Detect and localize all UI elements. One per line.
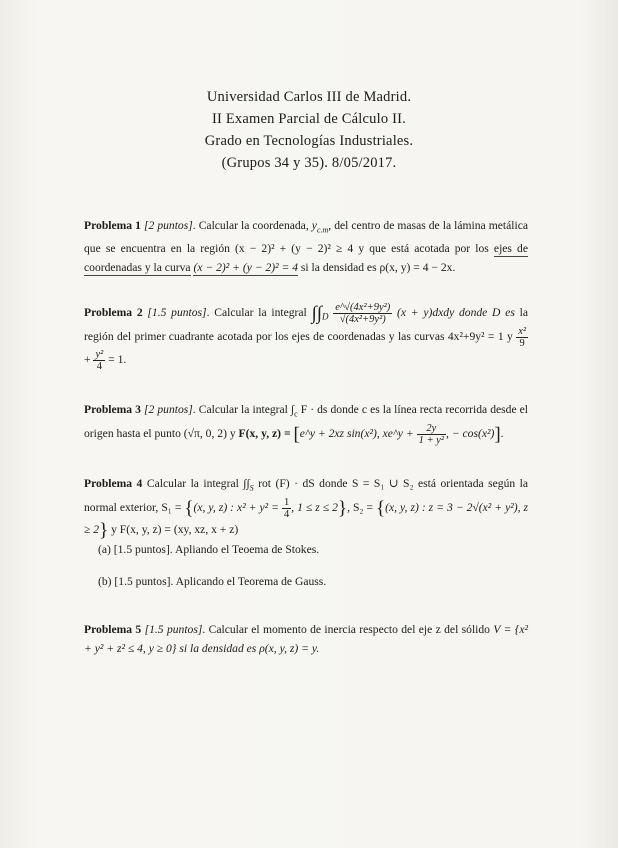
degree-line: Grado en Tecnologías Industriales. <box>204 133 414 149</box>
problem-1: Problema 1 [2 puntos]. Calcular la coordenada, $y_{c.m}$, del centro de masas de la lámina metálica que se encuentra en la región (x − 2)² + (y − 2)² ≥ 4 y que está acotada por los ejes de coordenadas y la curva (x − 2)² + (y − 2)² = 4 si la densidad es ρ(x, y) = 4 − 2x. <box>84 219 528 275</box>
bracket-right: ] <box>494 424 501 446</box>
domain-subscript: D <box>321 311 329 322</box>
problem-4-item-a: (a) [1.5 puntos]. Apliando el Teoema de Stokes. <box>98 543 320 557</box>
problem-4-item-b: (b) [1.5 puntos]. Aplicando el Teorema de Gauss. <box>98 575 327 589</box>
group-date-line: (Grupos 34 y 35). 8/05/2017. <box>221 155 397 171</box>
integrand-denominator: √(4x²+9y²) <box>339 314 386 325</box>
problem-2-text-d: = 1. <box>108 353 127 367</box>
problem-2-text-c: y <box>507 330 513 344</box>
set1-frac-den: 4 <box>283 509 290 521</box>
exam-title-line: II Examen Parcial de Cálculo II. <box>211 111 406 127</box>
problem-2: Problema 2 [1.5 puntos]. Calcular la integral $\int\int_D$ $\frac{\text{e\textasciicircum{}√(4x²+9y²)}}{\text{√(4x²+9y²)}}$ (x + y)dxdy donde D es la región del primer cuadrante acotada por los ejes de coordenadas y las curvas 4x²+9y² = 1 y $\frac{\text{x²}}{9}$ + $\frac{\text{y²}}{4}$ = 1. <box>84 302 528 373</box>
problem-1-label: Problema 1 <box>84 219 141 232</box>
problem-2-tail: (x + y)dxdy donde D es <box>397 306 515 320</box>
problem-5-text-b: V = {x² + y² + z² ≤ 4, y ≥ 0} si la densidad es ρ(x, y, z) = y. <box>84 623 528 655</box>
exam-header <box>0 86 618 174</box>
problem-4-text-a: Calcular la integral ∫∫ <box>146 477 250 490</box>
problem-5-text-a: . Calcular el momento de inercia respecto del eje z del sólido <box>202 623 490 636</box>
problem-2-text-b: la región del primer cuadrante acotada por los ejes de coordenadas y las curvas 4x²+9y² = 1 <box>84 306 528 344</box>
problem-4-text-b: rot (F) · dS donde S = S₁ ∪ S₂ está orientada según la normal exterior, S₁ = <box>84 477 528 515</box>
problem-3-text-b: F · ds donde c es la línea recta recorrida desde el origen hasta el punto (√π, 0, 2) y <box>84 403 529 441</box>
set1-brace-left: { <box>184 498 194 520</box>
set1-brace-right: } <box>337 498 348 520</box>
integrand-fraction <box>333 302 392 325</box>
problem-1-text-e: si la densidad es ρ(x, y) = 4 − 2x. <box>300 261 456 275</box>
set2-expr: (x, y, z) : z = 3 − 2√(x² + y²), z ≥ 2 <box>84 501 529 537</box>
bracket-left: [ <box>293 424 300 446</box>
ycm-symbol: y <box>311 219 317 232</box>
set1-expr: (x, y, z) : x² + y² = <box>193 501 279 515</box>
field-f-definition: F(x, y, z) = <box>238 427 291 441</box>
problem-4 <box>84 474 528 591</box>
set1-expr-b: , 1 ≤ z ≤ 2 <box>291 501 338 515</box>
problem-1-curve: (x − 2)² + (y − 2)² = 4 <box>193 261 299 275</box>
problem-2-label: Problema 2 <box>84 306 143 320</box>
field-frac-num: 2y <box>417 423 446 435</box>
curve-subscript: c <box>294 409 298 419</box>
ellipse-term-y <box>93 349 105 372</box>
problem-3-label: Problema 3 <box>84 403 141 416</box>
ellipse-x-den: 9 <box>519 338 525 350</box>
problem-3: Problema 3 [2 puntos]. Calcular la integral $\int_c$ F · ds donde c es la línea recta recorrida desde el origen hasta el punto (√π, 0, 2) y F(x, y, z) = [e^y + 2xz sin(x²), xe^y + $\frac{2y}{\text{1 + y²}}$ , − cos(x²)]. <box>84 403 529 447</box>
field-component-1: e^y + 2xz sin(x²), xe^y + <box>299 427 414 441</box>
problem-1-text-b: , del centro de masas de la lámina metálica que se encuentra en la región (x − 2)² + (y − 2)² ≥ 4 y que está acotada por los <box>84 219 528 256</box>
field-component-3: , − cos(x²) <box>446 427 495 441</box>
problem-1-points: [2 puntos] <box>143 219 193 232</box>
ellipse-y-den: 4 <box>96 361 102 373</box>
problem-4-text-d: y F(x, y, z) = (xy, xz, x + z) <box>111 523 239 537</box>
set2-brace-right: } <box>99 520 109 542</box>
surface-subscript: S <box>249 483 254 493</box>
problem-1-text-a: Calcular la coordenada, <box>198 219 309 232</box>
problem-4-label: Problema 4 <box>84 477 143 490</box>
problem-5-label: Problema 5 <box>84 623 142 636</box>
problem-5 <box>84 620 528 658</box>
university-line: Universidad Carlos III de Madrid. <box>206 89 412 105</box>
problem-2-points: [1.5 puntos] <box>147 306 207 320</box>
double-integral-symbol: ∫∫ <box>311 303 322 324</box>
field-frac-den: 1 + y² <box>418 435 444 447</box>
ycm-subscript: c.m <box>316 225 329 235</box>
problem-5-points: [1.5 puntos] <box>144 623 203 636</box>
problem-2-text-a: Calcular la integral <box>214 306 307 320</box>
problem-1-underlined-text: ejes de coordenadas y la curva <box>84 242 528 275</box>
problem-3-text-a: . Calcular la integral ∫ <box>192 403 295 416</box>
ellipse-term-x <box>516 326 528 349</box>
field-fraction <box>417 423 446 446</box>
set2-brace-left: { <box>376 498 386 520</box>
problem-3-points: [2 puntos] <box>144 403 193 416</box>
problem-4-text-c: , S₂ = <box>347 501 373 515</box>
ellipse-x-num: x² <box>518 326 527 338</box>
set1-fraction <box>282 497 291 520</box>
set1-frac-num: 1 <box>283 497 290 509</box>
integrand-numerator: e^√(4x²+9y²) <box>335 302 391 313</box>
ellipse-y-num: y² <box>95 349 104 361</box>
